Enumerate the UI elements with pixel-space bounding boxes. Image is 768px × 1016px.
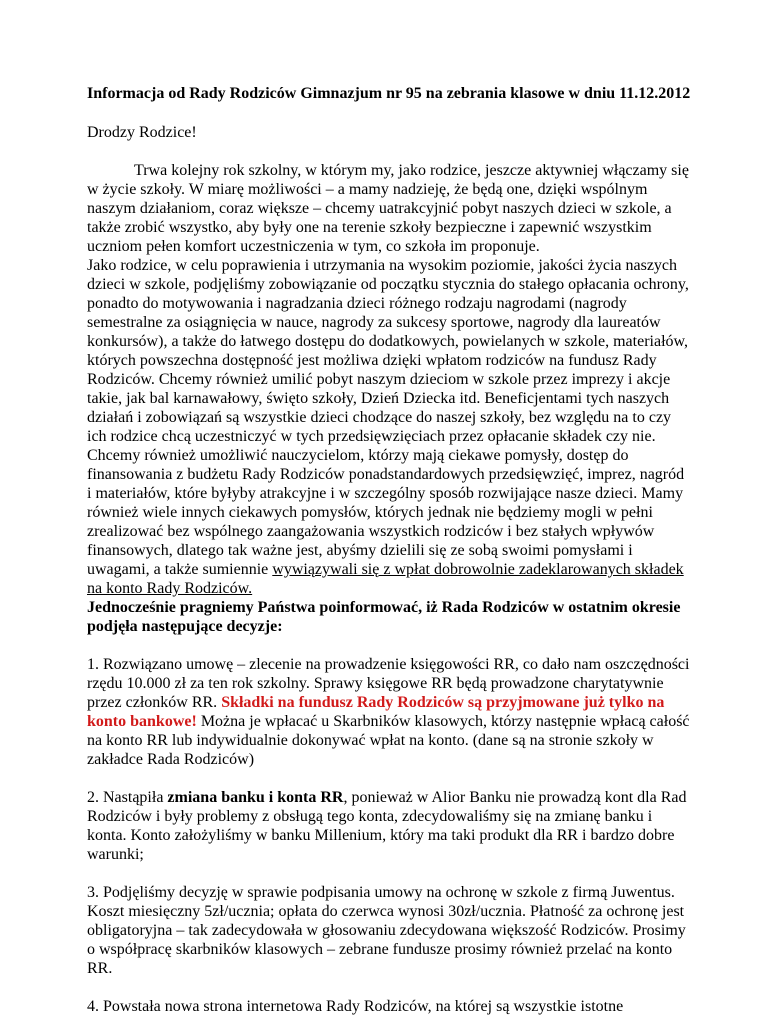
- intro-line: także zrobić wszystko, aby były one na terenie szkoły bezpieczne i zapewnić wszystkim: [87, 219, 652, 236]
- highlight-text: konto bankowe!: [87, 713, 197, 730]
- intro-line: finansowania z budżetu Rady Rodziców ponadstandardowych przedsięwzięć, imprez, nagród: [87, 466, 685, 483]
- item-line: Koszt miesięczny 5zł/ucznia; opłata do czerwca wynosi 30zł/ucznia. Płatność za ochronę jest: [87, 903, 685, 920]
- item-text: Można je wpłacać u Skarbników klasowych, którzy następnie wpłacą całość: [196, 713, 690, 730]
- decision-item-2: [87, 788, 687, 864]
- item-line: obligatoryjna – tak zadecydowała w głosowaniu zdecydowana większość Rodziców. Prosimy: [87, 922, 686, 939]
- intro-line: w życie szkoły. W miarę możliwości – a mamy nadzieję, że będą one, dzięki wspólnym: [87, 181, 648, 198]
- item-line: konta. Konto założyliśmy w banku Millenium, który ma taki produkt dla RR i bardzo dobre: [87, 827, 675, 844]
- intro-line: ich rodzice chcą uczestniczyć w tych przedsięwzięciach przez opłacanie składek czy nie.: [87, 428, 656, 445]
- item-line: na konto RR lub indywidualnie dokonywać wpłat na konto. (dane są na stronie szkoły w: [87, 732, 654, 749]
- item-text: , ponieważ w Alior Banku nie prowadzą kont dla Rad: [343, 789, 687, 806]
- item-line: 4. Powstała nowa strona internetowa Rady Rodziców, na której są wszystkie istotne: [87, 998, 624, 1015]
- intro-line: ponadto do motywowania i nagradzania dzieci różnego rodzaju nagrodami (nagrody: [87, 295, 627, 312]
- item-text: przez członków RR.: [87, 694, 222, 711]
- item-line: zakładce Rada Rodziców): [87, 751, 255, 768]
- decision-item-4: [87, 997, 687, 1016]
- intro-line: semestralne za osiągnięcia w nauce, nagrody za sukcesy sportowe, nagrody dla laureatów: [87, 314, 661, 331]
- item-line: [87, 693, 687, 712]
- underlined-text: na konto Rady Rodziców.: [87, 580, 253, 597]
- intro-line: uczniom pełen komfort uczestniczenia w tym, co szkoła im proponuje.: [87, 238, 540, 255]
- intro-line: naszym działaniom, coraz większe – chcemy uatrakcyjnić pobyt naszych dzieci w szkole, a: [87, 200, 672, 217]
- item-line: [87, 712, 690, 731]
- intro-line: Jako rodzice, w celu poprawienia i utrzymania na wysokim poziomie, jakości życia naszych: [87, 257, 678, 274]
- intro-text: uwagami, a także sumiennie: [87, 561, 273, 578]
- item-text: 2. Nastąpiła: [87, 789, 168, 806]
- intro-line: Trwa kolejny rok szkolny, w którym my, jako rodzice, jeszcze aktywniej włączamy się: [134, 162, 689, 179]
- item-line: o współpracę skarbników klasowych – zebrane fundusze prosimy również przelać na konto: [87, 941, 673, 958]
- intro-line: dzieci w szkole, podjęliśmy zobowiązanie od początku stycznia do stałego opłacania ochrony,: [87, 276, 689, 293]
- intro-line: również wiele innych ciekawych pomysłów, których jednak nie będziemy mogli w pełni: [87, 504, 653, 521]
- intro-line: konkursów), a także do łatwego dostępu do dodatkowych, powielanych w szkole, materiałów,: [87, 333, 689, 350]
- document-title: Informacja od Rady Rodziców Gimnazjum nr 95 na zebrania klasowe w dniu 11.12.2012: [87, 85, 691, 102]
- item-line: warunki;: [87, 846, 144, 863]
- item-line: 1. Rozwiązano umowę – zlecenie na prowadzenie księgowości RR, co dało nam oszczędności: [87, 656, 690, 673]
- item-line: rzędu 10.000 zł za ten rok szkolny. Sprawy księgowe RR będą prowadzone charytatywnie: [87, 675, 664, 692]
- item-line: Rodziców i były problemy z obsługą tego konta, zdecydowaliśmy się na zmianę banku i: [87, 808, 653, 825]
- decision-item-1: [87, 655, 690, 769]
- intro-line: Rodziców. Chcemy również umilić pobyt naszym dzieciom w szkole przez imprezy i akcje: [87, 371, 671, 388]
- item-line: 3. Podjęliśmy decyzję w sprawie podpisania umowy na ochronę w szkole z firmą Juwentus.: [87, 884, 675, 901]
- announcement-line: podjęła następujące decyzje:: [87, 618, 283, 635]
- greeting: Drodzy Rodzice!: [87, 124, 197, 141]
- intro-paragraph: [87, 161, 687, 636]
- announcement-line: Jednocześnie pragniemy Państwa poinformować, iż Rada Rodziców w ostatnim okresie: [87, 599, 681, 616]
- item-line: [87, 788, 687, 807]
- intro-line: takie, jak bal karnawałowy, święto szkoły, Dzień Dziecka itd. Beneficjentami tych naszych: [87, 390, 670, 407]
- intro-line: i materiałów, które byłyby atrakcyjne i w szczególny sposób rozwijające nasze dzieci. Mamy: [87, 485, 684, 502]
- item-line: RR.: [87, 960, 113, 977]
- decision-item-3: [87, 883, 687, 978]
- highlight-text: Składki na fundusz Rady Rodziców są przyjmowane już tylko na: [221, 694, 665, 711]
- intro-line-underlined: [87, 579, 687, 598]
- intro-line: zrealizować bez wspólnego zaangażowania wszystkich rodziców i bez stałych wpływów: [87, 523, 655, 540]
- intro-line: finansowych, dlatego tak ważne jest, abyśmy dzielili się ze sobą swoimi pomysłami i: [87, 542, 633, 559]
- underlined-text: wywiązywali się z wpłat dobrowolnie zadeklarowanych składek: [272, 561, 684, 578]
- bold-text: zmiana banku i konta RR: [167, 789, 344, 806]
- intro-line: Chcemy również umożliwić nauczycielom, którzy mają ciekawe pomysły, dostęp do: [87, 447, 629, 464]
- document-page: [87, 84, 691, 1016]
- intro-line-underlined: [87, 560, 687, 579]
- intro-line: działań i zobowiązań są wszystkie dzieci chodzące do naszej szkoły, bez względu na to czy: [87, 409, 672, 426]
- intro-line: których powszechna dostępność jest możliwa dzięki wpłatom rodziców na fundusz Rady: [87, 352, 657, 369]
